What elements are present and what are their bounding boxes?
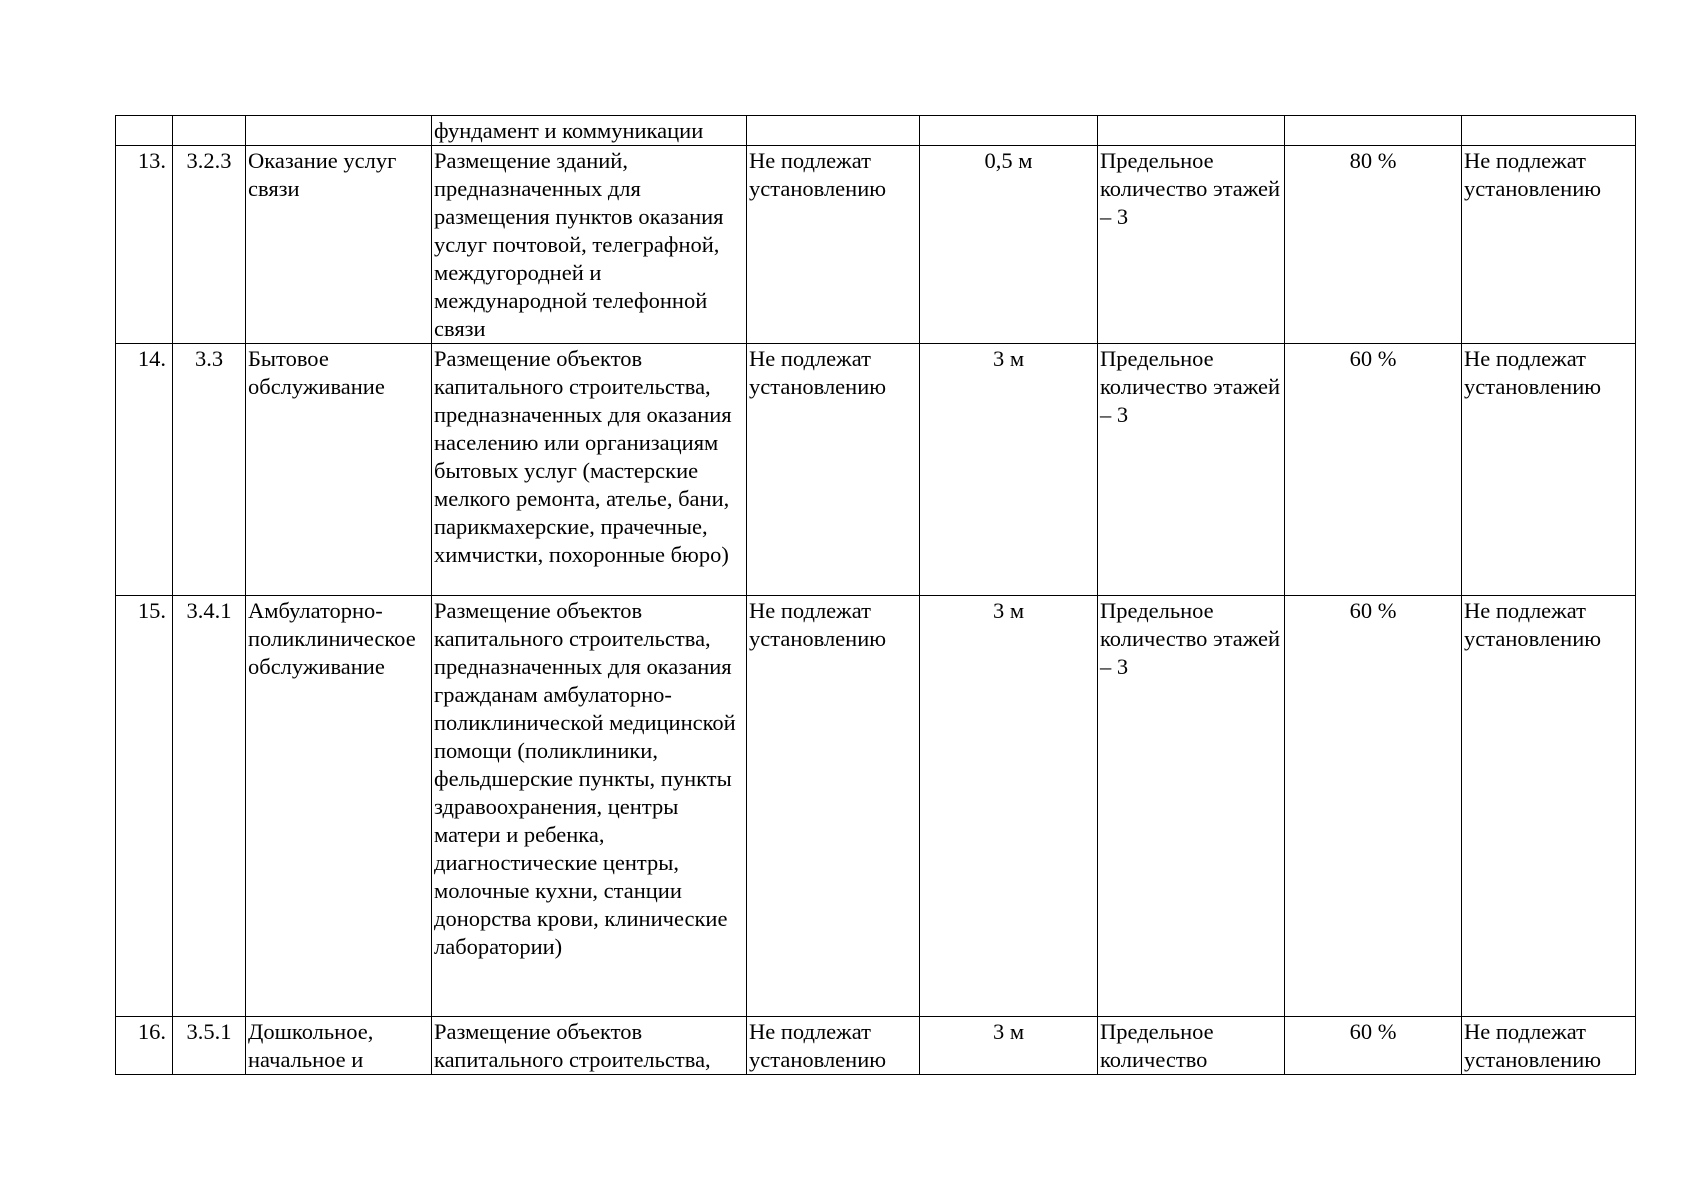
min-area-cell: Не подлежат установлению	[747, 1017, 920, 1075]
coverage-cell: 60 %	[1285, 596, 1462, 1017]
description-cell: Размещение зданий, предназначенных для размещения пунктов оказания услуг почтовой, телеграфной, междугородней и международной телефонной связи	[432, 146, 747, 344]
other-params-cell: Не подлежат установлению	[1462, 146, 1636, 344]
coverage-cell: 60 %	[1285, 344, 1462, 596]
setback-cell: 3 м	[920, 1017, 1098, 1075]
code-cell: 3.4.1	[173, 596, 246, 1017]
floors-cell: Предельное количество этажей – 3	[1098, 344, 1285, 596]
min-area-cell	[747, 116, 920, 146]
code-cell	[173, 116, 246, 146]
table-row-continuation	[116, 116, 1636, 146]
coverage-cell	[1285, 116, 1462, 146]
name-cell: Дошкольное, начальное и	[246, 1017, 432, 1075]
name-cell: Оказание услуг связи	[246, 146, 432, 344]
description-cell: Размещение объектов капитального строительства, предназначенных для оказания гражданам амбулаторно-поликлинической медицинской помощи (поликлиники, фельдшерские пункты, пункты здравоохранения, центры матери и ребенка, диагностические центры, молочные кухни, станции донорства крови, клинические лаборатории)	[432, 596, 747, 1017]
row-number-cell	[116, 116, 173, 146]
code-cell: 3.2.3	[173, 146, 246, 344]
row-number-cell: 13.	[116, 146, 173, 344]
name-cell: Бытовое обслуживание	[246, 344, 432, 596]
other-params-cell: Не подлежат установлению	[1462, 344, 1636, 596]
row-number-cell: 15.	[116, 596, 173, 1017]
row-number-cell: 16.	[116, 1017, 173, 1075]
table-row	[116, 1017, 1636, 1075]
setback-cell	[920, 116, 1098, 146]
other-params-cell	[1462, 116, 1636, 146]
name-cell: Амбулаторно-поликлиническое обслуживание	[246, 596, 432, 1017]
min-area-cell: Не подлежат установлению	[747, 146, 920, 344]
coverage-cell: 80 %	[1285, 146, 1462, 344]
row-number-cell: 14.	[116, 344, 173, 596]
regulations-table	[115, 115, 1636, 1075]
floors-cell: Предельное количество этажей – 3	[1098, 596, 1285, 1017]
other-params-cell: Не подлежат установлению	[1462, 1017, 1636, 1075]
floors-cell: Предельное количество	[1098, 1017, 1285, 1075]
setback-cell: 0,5 м	[920, 146, 1098, 344]
min-area-cell: Не подлежат установлению	[747, 344, 920, 596]
code-cell: 3.5.1	[173, 1017, 246, 1075]
table-row	[116, 146, 1636, 344]
code-cell: 3.3	[173, 344, 246, 596]
other-params-cell: Не подлежат установлению	[1462, 596, 1636, 1017]
coverage-cell: 60 %	[1285, 1017, 1462, 1075]
description-cell: фундамент и коммуникации	[432, 116, 747, 146]
setback-cell: 3 м	[920, 596, 1098, 1017]
floors-cell: Предельное количество этажей – 3	[1098, 146, 1285, 344]
description-cell: Размещение объектов капитального строительства,	[432, 1017, 747, 1075]
table-row	[116, 344, 1636, 596]
name-cell	[246, 116, 432, 146]
floors-cell	[1098, 116, 1285, 146]
min-area-cell: Не подлежат установлению	[747, 596, 920, 1017]
table-row	[116, 596, 1636, 1017]
description-cell: Размещение объектов капитального строительства, предназначенных для оказания населению или организациям бытовых услуг (мастерские мелкого ремонта, ателье, бани, парикмахерские, прачечные, химчистки, похоронные бюро)	[432, 344, 747, 596]
setback-cell: 3 м	[920, 344, 1098, 596]
